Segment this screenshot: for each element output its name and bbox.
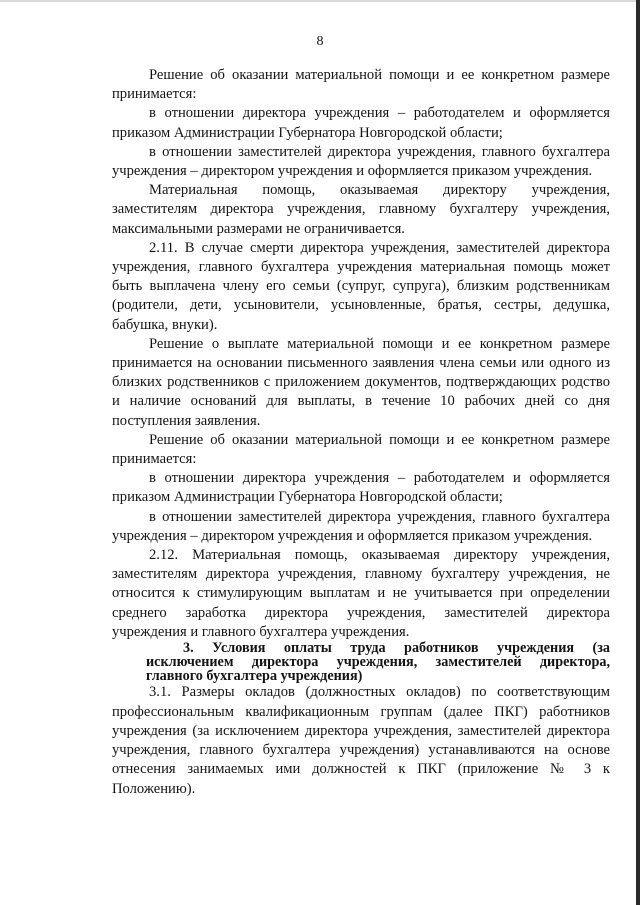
paragraph: 2.11. В случае смерти директора учреждения, заместителей директора учреждения, главного бухгалтера учреждения материальная помощь может быть выплачена члену его семьи (супруг, супруга), близким родственникам (родители, дети, усыновители, усыновленные, братья, сестры, дедушка, бабушка, внуки).	[112, 239, 610, 333]
section-heading: 3. Условия оплаты труда работников учреждения (за исключением директора учреждения, заместителей директора, главного бухгалтера учреждения)	[146, 640, 610, 684]
scan-right-edge	[636, 0, 640, 905]
paragraph: в отношении заместителей директора учреждения, главного бухгалтера учреждения – директором учреждения и оформляется приказом учреждения.	[112, 508, 610, 544]
paragraph: в отношении директора учреждения – работодателем и оформляется приказом Администрации Губернатора Новгородской области;	[112, 470, 610, 506]
paragraph: Решение об оказании материальной помощи и ее конкретном размере принимается:	[112, 67, 610, 103]
paragraph: 3.1. Размеры окладов (должностных окладов) по соответствующим профессиональным квалификационным группам (далее ПКГ) работников учреждения (за исключением директора учреждения, заместителей директора учреждения, главного бухгалтера учреждения) устанавливаются на основе отнесения занимаемых ими должностей к ПКГ (приложение № 3 к Положению).	[112, 684, 610, 797]
paragraph: 2.12. Материальная помощь, оказываемая директору учреждения, заместителям директора учреждения, главному бухгалтеру учреждения, не относится к стимулирующим выплатам и не учитывается при определении среднего заработка директора учреждения, заместителей директора учреждения и главного бухгалтера учреждения.	[112, 547, 610, 640]
scan-top-line	[0, 0, 640, 2]
paragraph: Решение об оказании материальной помощи и ее конкретном размере принимается:	[112, 431, 610, 468]
paragraph: в отношении заместителей директора учреждения, главного бухгалтера учреждения – директором учреждения и оформляется приказом учреждения.	[112, 143, 610, 180]
page-number: 8	[316, 34, 324, 49]
document-body	[112, 66, 610, 799]
paragraph: Материальная помощь, оказываемая директору учреждения, заместителям директора учреждения, главному бухгалтеру учреждения, максимальными размерами не ограничивается.	[112, 182, 610, 237]
paragraph: Решение о выплате материальной помощи и ее конкретном размере принимается на основании письменного заявления члена семьи или одного из близких родственников с приложением документов, подтверждающих родство и наличие оснований для выплаты, в течение 10 рабочих дней со дня поступления заявления.	[112, 335, 610, 429]
paragraph: в отношении директора учреждения – работодателем и оформляется приказом Администрации Губернатора Новгородской области;	[112, 105, 610, 141]
